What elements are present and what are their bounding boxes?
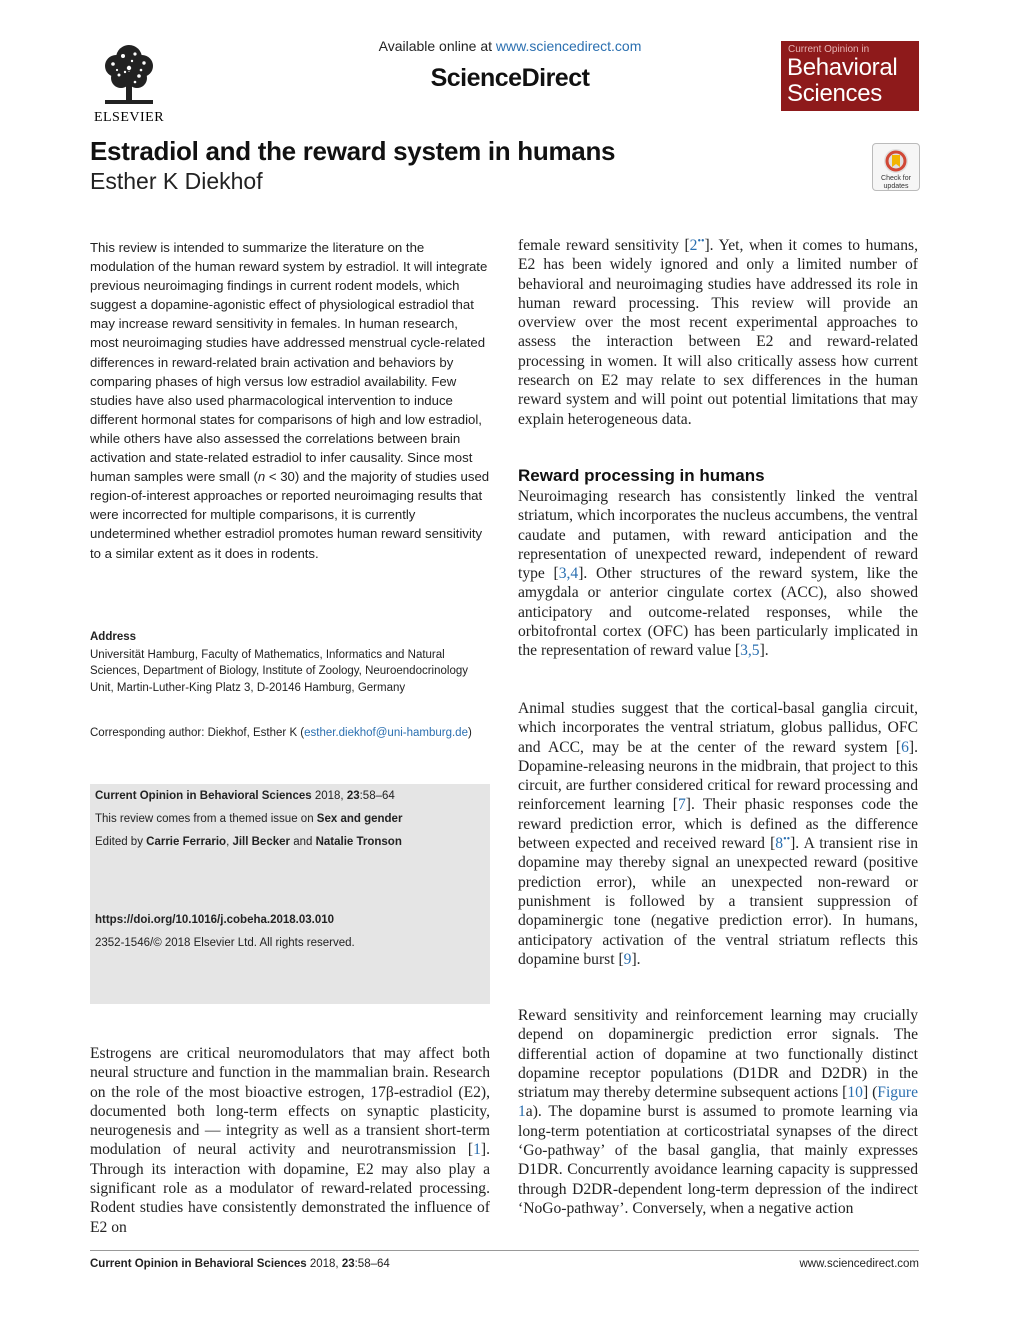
ref-link-8[interactable]: 8 [775, 835, 784, 853]
footer-volume: 23 [341, 1258, 355, 1270]
ref-link-1[interactable]: 1 [473, 1141, 481, 1159]
intro-paragraph [90, 1044, 490, 1237]
right-p4-text-2: ] ( [862, 1084, 878, 1102]
footer-year: 2018, [306, 1258, 342, 1270]
ref-link-9[interactable]: 9 [623, 950, 632, 968]
theme-prefix: This review comes from a themed issue on [95, 813, 317, 825]
journal-badge[interactable] [781, 41, 919, 111]
right-p3-text-4: ]. A transient rise in dopamine may thereby signal an unexpected reward (positive prediction error), while an unexpected non-reward or punishment is followed by a transient suppression of dopaminergic tone (negative prediction error). In humans, anticipatory activation of the ventral striatum reflects this dopamine burst [ [518, 835, 918, 968]
article-title: Estradiol and the reward system in humans [90, 136, 616, 166]
ref-highlight-bullets: •• [697, 235, 705, 247]
abstract-text-1: This review is intended to summarize the literature on the modulation of the human reward system by estradiol. It will integrate previous neuroimaging findings in current rodent models, which suggest a dopamine-agonistic effect of physiological estradiol that may increase reward sensitivity in females. In human research, most neuroimaging studies have addressed menstrual cycle-related differences in reward-related brain activation and behaviors by comparing phases of high versus low estradiol availability. Few studies have also used pharmacological intervention to induce different hormonal states for comparisons of high and low estradiol, while others have also assessed the correlations between brain activation and state-related estradiol to infer causality. Since most human samples were small ( [90, 240, 488, 485]
editor-separator-2: and [290, 836, 316, 848]
right-p4-text-1: Reward sensitivity and reinforcement learning may crucially depend on dopaminergic prediction error signals. The differential action of dopamine at two functionally distinct dopamine receptor populations (D1DR and D2DR) in the striatum may thereby determine subsequent actions [ [518, 1007, 918, 1102]
right-paragraph-3 [518, 699, 918, 969]
check-updates-label-1: Check for [881, 175, 911, 182]
footer-divider [90, 1250, 919, 1251]
ref-link-3-4[interactable]: 3,4 [558, 565, 579, 583]
corresponding-author [90, 725, 490, 741]
address-heading: Address [90, 631, 137, 643]
editor-separator-1: , [226, 836, 233, 848]
journal-badge-line-1: Behavioral [787, 54, 898, 81]
right-p1-text-2: ]. Yet, when it comes to humans, E2 has been widely ignored and only a limited number of behavioral and neuroimaging studies have addressed its role in human reward processing. This review will provide an overview over the most recent experimental approaches to assess the interaction between E2 and reward-related processing in women. It will also critically assess how current research on E2 may relate to sex differences in the human reward system and will point out potential limitations that may explain heterogeneous data. [518, 237, 918, 428]
editor-1: Carrie Ferrario [146, 836, 227, 848]
corresponding-suffix: ) [467, 727, 472, 739]
right-paragraph-2 [518, 487, 918, 661]
footer-pages: :58–64 [354, 1258, 390, 1270]
elsevier-wordmark: ELSEVIER [93, 110, 165, 125]
editor-2: Jill Becker [232, 836, 290, 848]
intro-text-2: ]. Through its interaction with dopamine, E2 may also play a significant role as a modulator of reward-related processing. Rodent studies have consistently demonstrated the influence of E2 on [90, 1141, 490, 1236]
right-p3-text-1: Animal studies suggest that the cortical-basal ganglia circuit, which incorporates the ventral striatum, globus pallidus, OFC and ACC, may be at the center of the reward system [ [518, 700, 918, 756]
citation-line [95, 790, 395, 802]
right-p2-text-1: Neuroimaging research has consistently linked the ventral striatum, which incorporates the nucleus accumbens, the ventral caudate and putamen, with reward anticipation and the representation of unexpected reward, independent of reward type [ [518, 488, 918, 583]
right-p1-text-1: female reward sensitivity [ [518, 237, 690, 254]
right-p2-text-3: ]. [759, 642, 769, 660]
figure-1-link[interactable]: Figure 1 [518, 1084, 918, 1121]
sciencedirect-link[interactable]: www.sciencedirect.com [495, 38, 642, 54]
ref-link-7[interactable]: 7 [678, 796, 686, 814]
abstract-n-symbol: n [257, 469, 266, 485]
article-author: Esther K Diekhof [90, 168, 263, 194]
journal-badge-top-line: Current Opinion in [788, 44, 870, 55]
ref-link-10[interactable]: 10 [847, 1084, 863, 1102]
citation-volume: 23 [346, 790, 360, 802]
check-updates-icon [883, 148, 909, 174]
editor-3: Natalie Tronson [315, 836, 402, 848]
doi-link[interactable]: https://doi.org/10.1016/j.cobeha.2018.03.010 [95, 914, 335, 926]
check-for-updates-button[interactable] [872, 143, 920, 191]
ref-highlight-bullets-8: •• [783, 833, 791, 845]
right-paragraph-4 [518, 1006, 918, 1218]
editors-line [95, 836, 402, 848]
right-p3-text-2: ]. Dopamine-releasing neurons in the midbrain, that project to this circuit, are further considered critical for reward processing and reinforcement learning [ [518, 738, 918, 814]
footer-site: www.sciencedirect.com [799, 1258, 919, 1270]
available-prefix: Available online at [378, 38, 496, 54]
address-text: Universität Hamburg, Faculty of Mathematics, Informatics and Natural Sciences, Department of Biology, Institute of Zoology, Neuroendocrinology Unit, Martin-Luther-King Platz 3, D-20146 Hamburg, Germany [90, 649, 469, 694]
right-p4-text-3: a). The dopamine burst is assumed to promote learning via long-term potentiation at corticostriatal synapses of the direct ‘Go-pathway’ of the basal ganglia, that mainly expresses D1DR. Concurrently avoidance learning capacity is suppressed through D2DR-dependent long-term depression of the indirect ‘NoGo-pathway’. Conversely, when a negative action [518, 1103, 918, 1217]
citation-year: 2018, [311, 790, 347, 802]
theme-name: Sex and gender [316, 813, 403, 825]
abstract-text-2: < 30) and the majority of studies used region-of-interest approaches or reported neuroimaging results that were incorrected for multiple comparisons, it is currently undetermined whether estradiol promotes human reward sensitivity to a similar extent as it does in rodents. [90, 469, 490, 561]
citation-pages: :58–64 [359, 790, 395, 802]
journal-badge-line-2: Sciences [787, 80, 882, 107]
right-paragraph-1 [518, 236, 918, 429]
section-heading: Reward processing in humans [518, 466, 765, 485]
sciencedirect-wordmark[interactable]: ScienceDirect [430, 64, 590, 92]
author-email-link[interactable]: esther.diekhof@uni-hamburg.de [304, 727, 468, 739]
copyright-line: 2352-1546/© 2018 Elsevier Ltd. All rights reserved. [95, 937, 355, 949]
intro-text-1: Estrogens are critical neuromodulators that may affect both neural structure and function in the mammalian brain. Research on the role of the most bioactive estrogen, 17β-estradiol (E2), documented both long-term effects on synaptic plasticity, neurogenesis and — integrity as well as a transient short-term modulation of neural activity and neurotransmission [ [90, 1045, 490, 1159]
ref-link-6[interactable]: 6 [901, 738, 909, 756]
theme-line [95, 813, 402, 825]
ref-link-2[interactable]: 2 [689, 237, 698, 254]
right-p2-text-2: ]. Other structures of the reward system, like the amygdala or anterior cingulate cortex (ACC), also showed anticipatory and outcome-related responses, while the orbitofrontal cortex (OFC) has been particularly implicated in the representation of reward value [ [518, 565, 918, 660]
edited-prefix: Edited by [95, 836, 147, 848]
article-info-box [90, 784, 490, 1004]
footer-citation [90, 1258, 390, 1270]
check-updates-label-2: updates [883, 183, 909, 190]
citation-journal: Current Opinion in Behavioral Sciences [95, 790, 312, 802]
footer-journal: Current Opinion in Behavioral Sciences [90, 1258, 307, 1270]
right-p3-text-5: ]. [631, 950, 641, 968]
corresponding-prefix: Corresponding author: Diekhof, Esther K ( [90, 727, 305, 739]
right-p3-text-3: ]. Their phasic responses code the reward prediction error, which is defined as the difference between expected and received reward [ [518, 796, 918, 853]
abstract [90, 238, 490, 563]
ref-link-3-5[interactable]: 3,5 [740, 642, 760, 660]
